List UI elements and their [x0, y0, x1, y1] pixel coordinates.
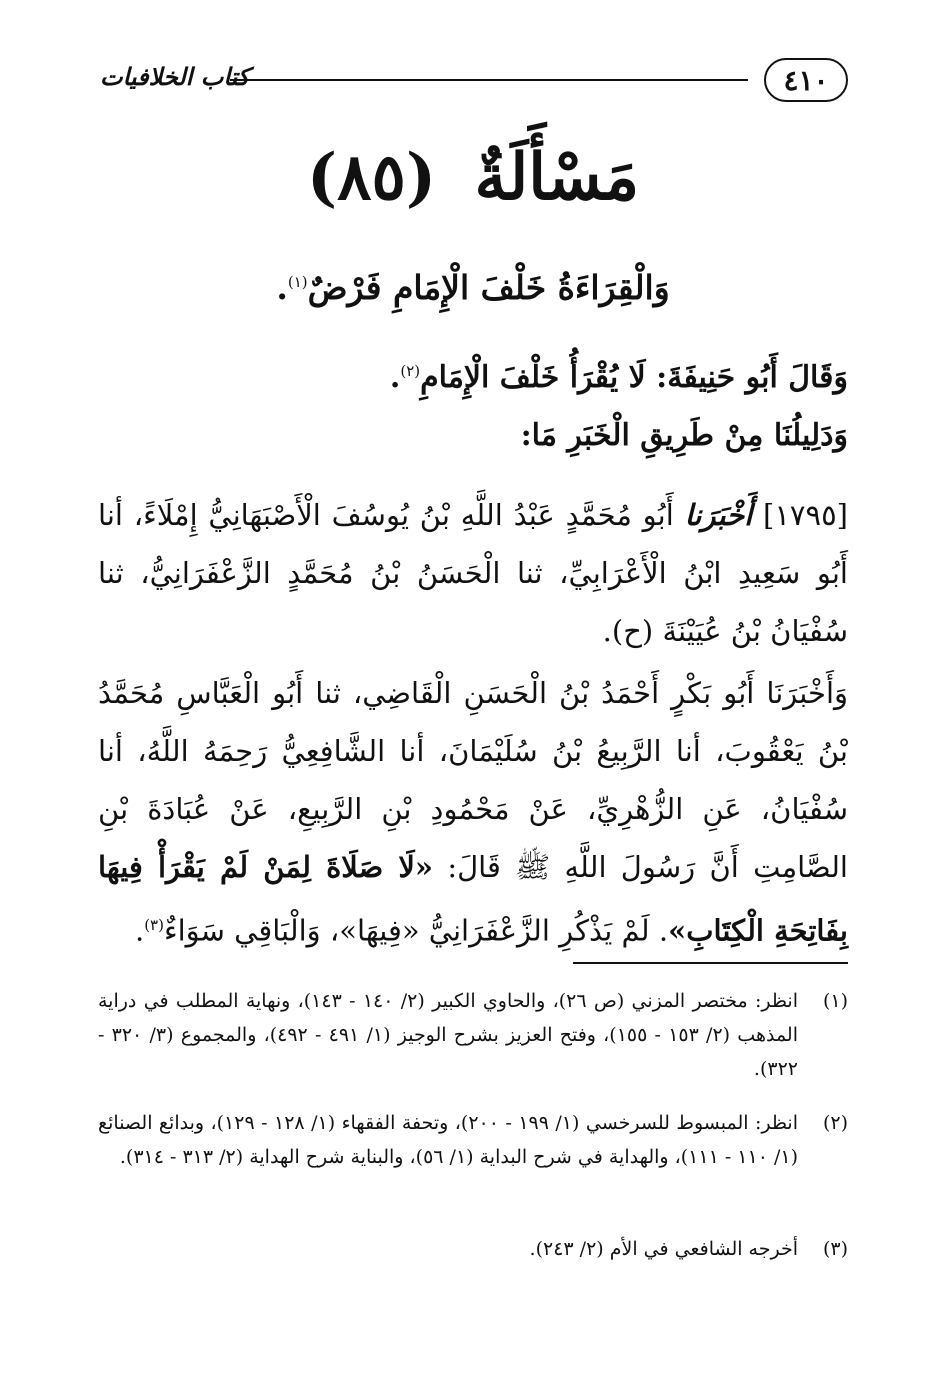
abu-hanifa-end: . — [389, 360, 401, 395]
hadith-1-text: أَبُو مُحَمَّدٍ عَبْدُ اللَّهِ بْنُ يُوسُفَ الْأَصْبَهَانِيُّ إِمْلَاءً، أنا أَبُو سَعِيدِ ابْنُ الْأَعْرَابِيِّ، ثنا الْحَسَنُ بْنُ مُحَمَّدٍ الزَّعْفَرَانِيُّ، ثنا سُفْيَانُ بْنُ عُيَيْنَةَ (ح). — [98, 498, 848, 648]
masala-word: مَسْأَلَةٌ — [474, 140, 640, 215]
footnote-ref-2: (٢) — [400, 362, 421, 380]
hadith-paragraph-2 — [98, 664, 848, 960]
masala-statement — [0, 268, 946, 307]
hadith-lead: أَخْبَرَنا — [684, 498, 753, 532]
hadith-number: [١٧٩٥] — [763, 498, 848, 532]
abu-hanifa-text: وَقَالَ أَبُو حَنِيفَةَ: لَا يُقْرَأُ خَلْفَ الْإِمَامِ — [420, 360, 848, 395]
footnote-2 — [98, 1106, 848, 1174]
hadith-2-after: . لَمْ يَذْكُرِ الزَّعْفَرَانِيُّ «فِيهَا»، وَالْبَاقِي سَوَاءٌ — [163, 913, 669, 948]
hadith-2-end: . — [134, 913, 145, 948]
masala-number: (٨٥) — [306, 140, 437, 215]
footnote-3-number: (٣) — [822, 1238, 848, 1260]
footnote-3 — [98, 1232, 848, 1266]
footnote-1-text: انظر: مختصر المزني (ص ٢٦)، والحاوي الكبير (٢/ ١٤٠ - ١٤٣)، ونهاية المطلب في دراية المذهب (٢/ ١٥٣ - ١٥٥)، وفتح العزيز بشرح الوجيز (١/ ٤٩١ - ٤٩٢)، والمجموع (٣/ ٣٢٠ - ٣٢٢). — [98, 990, 799, 1080]
footnote-1-number: (١) — [822, 990, 848, 1012]
footnote-separator — [573, 962, 848, 964]
hadith-quote: «لَا صَلَاةَ لِمَنْ لَمْ يَقْرَأْ فِيهَا بِفَاتِحَةِ الْكِتَابِ» — [98, 850, 848, 948]
book-title: كتاب الخلافيات — [100, 62, 250, 91]
footnote-ref-3: (٣) — [144, 916, 164, 934]
statement-text: وَالْقِرَاءَةُ خَلْفَ الْإِمَامِ فَرْضٌ — [307, 268, 670, 307]
abu-hanifa-line — [98, 360, 848, 396]
hadith-paragraph-1 — [98, 486, 848, 660]
page-number: ٤١٠ — [764, 58, 848, 102]
footnote-3-text: أخرجه الشافعي في الأم (٢/ ٢٤٣). — [529, 1238, 798, 1260]
masala-title — [0, 140, 946, 217]
footnote-2-text: انظر: المبسوط للسرخسي (١/ ١٩٩ - ٢٠٠)، وتحفة الفقهاء (١/ ١٢٨ - ١٢٩)، وبدائع الصنائع (١/ ١١٠ - ١١١)، والهداية في شرح البداية (١/ ٥٦)، والبناية شرح الهداية (٢/ ٣١٣ - ٣١٤). — [98, 1112, 798, 1168]
statement-end: . — [276, 268, 288, 307]
page-header — [100, 58, 848, 102]
header-rule — [230, 79, 748, 81]
evidence-intro: وَدَلِيلُنَا مِنْ طَرِيقِ الْخَبَرِ مَا: — [520, 418, 848, 453]
footnote-ref-1: (١) — [287, 273, 308, 291]
footnote-2-number: (٢) — [822, 1112, 848, 1134]
footnote-1 — [98, 984, 848, 1086]
hadith-2-text: وَأَخْبَرَنَا أَبُو بَكْرٍ أَحْمَدُ بْنُ الْحَسَنِ الْقَاضِي، ثنا أَبُو الْعَبَّاسِ مُحَمَّدُ بْنُ يَعْقُوبَ، أنا الرَّبِيعُ بْنُ سُلَيْمَانَ، أنا الشَّافِعِيُّ رَحِمَهُ اللَّهُ، أنا سُفْيَانُ، عَنِ الزُّهْرِيِّ، عَنْ مَحْمُودِ بْنِ الرَّبِيعِ، عَنْ عُبَادَةَ بْنِ الصَّامِتِ أَنَّ رَسُولَ اللَّهِ ﷺ قَالَ: — [98, 676, 848, 884]
